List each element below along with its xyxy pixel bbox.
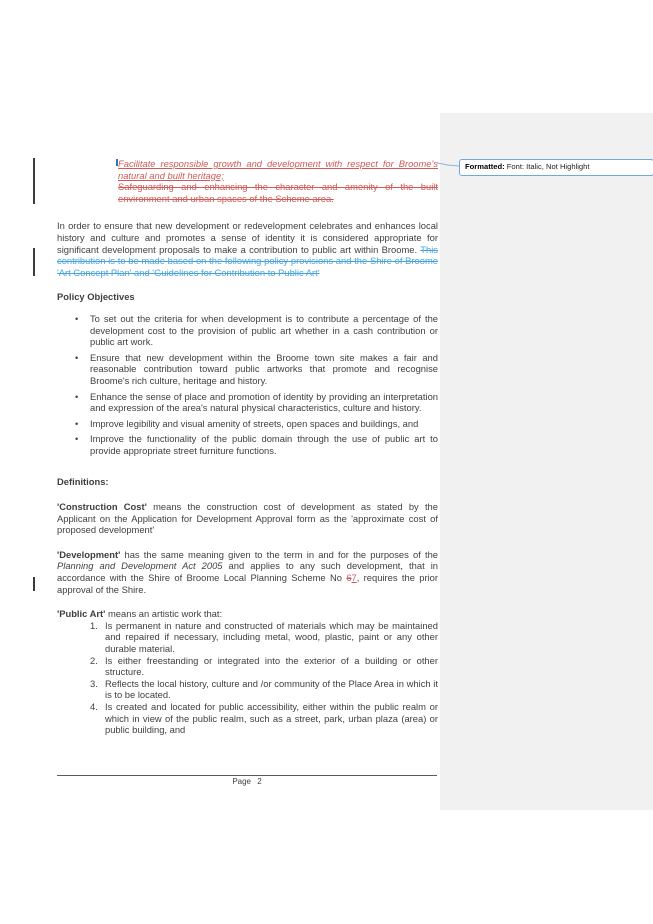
construction-cost-definition	[57, 501, 438, 536]
bullet-text: Ensure that new development within the Broome town site makes a fair and reasonable contribution toward public artworks that promote and recognise Broome's rich culture, heritage and history.	[90, 351, 438, 386]
item-text: Is created and located for public accessibility, either within the public realm or which in view of the public realm, such as a street, park, urban plaza (area) or public building, and	[105, 700, 438, 736]
list-item	[57, 678, 438, 701]
revision-block	[118, 158, 438, 204]
list-item	[57, 655, 438, 678]
bullet-icon: •	[75, 390, 79, 402]
deleted-scheme-number: 6	[346, 572, 352, 584]
development-definition	[57, 549, 438, 595]
inserted-scheme-number: 7	[351, 572, 357, 584]
list-item	[57, 352, 438, 387]
policy-objectives-list	[57, 313, 438, 457]
change-bar	[33, 248, 35, 276]
bullet-icon: •	[75, 417, 79, 429]
item-number: 3.	[90, 677, 98, 689]
intro-kept-text: In order to ensure that new development or redevelopment celebrates and enhances local history and culture and promotes a sense of identity it is considered appropriate for significant development proposals to make a contribution to public art within Broome.	[57, 220, 438, 255]
definition-term: 'Public Art'	[57, 608, 106, 620]
policy-objectives-heading: Policy Objectives	[57, 291, 135, 303]
definition-text: , requires the prior approval of the Shire.	[57, 572, 439, 595]
document-body	[57, 156, 438, 736]
bullet-text: Enhance the sense of place and promotion of identity by providing an interpretation and expression of the area's natural physical characteristics, culture and history.	[90, 390, 438, 414]
item-number: 2.	[90, 654, 98, 666]
public-art-definition	[57, 608, 438, 736]
formatted-revision-callout[interactable]	[459, 159, 653, 176]
intro-paragraph	[57, 220, 438, 278]
inserted-text: Facilitate responsible growth and development with respect for Broome's natural and built heritage;	[118, 158, 438, 181]
public-art-lead	[57, 608, 438, 620]
bullet-icon: •	[75, 351, 79, 363]
list-item	[57, 418, 438, 430]
bullet-icon: •	[75, 312, 79, 324]
formatted-detail: Font: Italic, Not Highlight	[504, 162, 590, 171]
definition-text: has the same meaning given to the term in and for the purposes of the	[120, 548, 438, 560]
list-item	[57, 433, 438, 456]
footer-divider	[57, 775, 437, 776]
item-text: Is permanent in nature and constructed of materials which may be maintained and repaired if necessary, including metal, wood, plastic, paint or any other durable material.	[105, 619, 438, 654]
public-art-list	[57, 620, 438, 736]
page-number: Page 2	[232, 777, 262, 786]
definitions-heading: Definitions:	[57, 476, 109, 488]
definition-term: 'Construction Cost'	[57, 501, 147, 513]
list-item	[57, 391, 438, 414]
item-number: 1.	[90, 619, 98, 631]
item-text: Is either freestanding or integrated into the exterior of a building or other structure.	[105, 654, 438, 678]
list-item	[57, 701, 438, 736]
act-title: Planning and Development Act 2005	[57, 560, 223, 572]
definition-text: and applies to any such development, that in accordance with the Shire of Broome Local Planning Scheme No	[57, 560, 438, 584]
bullet-text: Improve the functionality of the public domain through the use of public art to provide appropriate street furniture functions.	[90, 433, 438, 456]
list-item	[57, 313, 438, 348]
deleted-text: Safeguarding and enhancing the character and amenity of the built environment and urban spaces of the Scheme area.	[118, 181, 438, 204]
item-number: 4.	[90, 700, 98, 712]
list-item	[57, 620, 438, 655]
definition-term: 'Development'	[57, 548, 121, 560]
definition-text: means an artistic work that:	[105, 608, 223, 620]
change-bar	[33, 577, 35, 591]
markup-margin-area	[440, 113, 653, 810]
item-text: Reflects the local history, culture and /or community of the Place Area in which it is to be located.	[105, 677, 438, 701]
intro-deleted-text: This contribution is to be made based on the following policy provisions and the Shire of Broome 'Art Concept Plan' and 'Guidelines for Contribution to Public Art'	[57, 243, 438, 278]
bullet-icon: •	[75, 433, 79, 445]
bullet-text: Improve legibility and visual amenity of streets, open spaces and buildings, and	[90, 417, 419, 429]
bullet-text: To set out the criteria for when development is to contribute a percentage of the development cost to the provision of public art whether in a cash contribution or public art work.	[90, 312, 438, 348]
formatted-label: Formatted:	[465, 162, 505, 171]
change-bar	[33, 158, 35, 204]
definition-text: means the construction cost of development as stated by the Applicant on the Application for Development Approval form as the 'approximate cost of proposed development'	[57, 501, 438, 536]
